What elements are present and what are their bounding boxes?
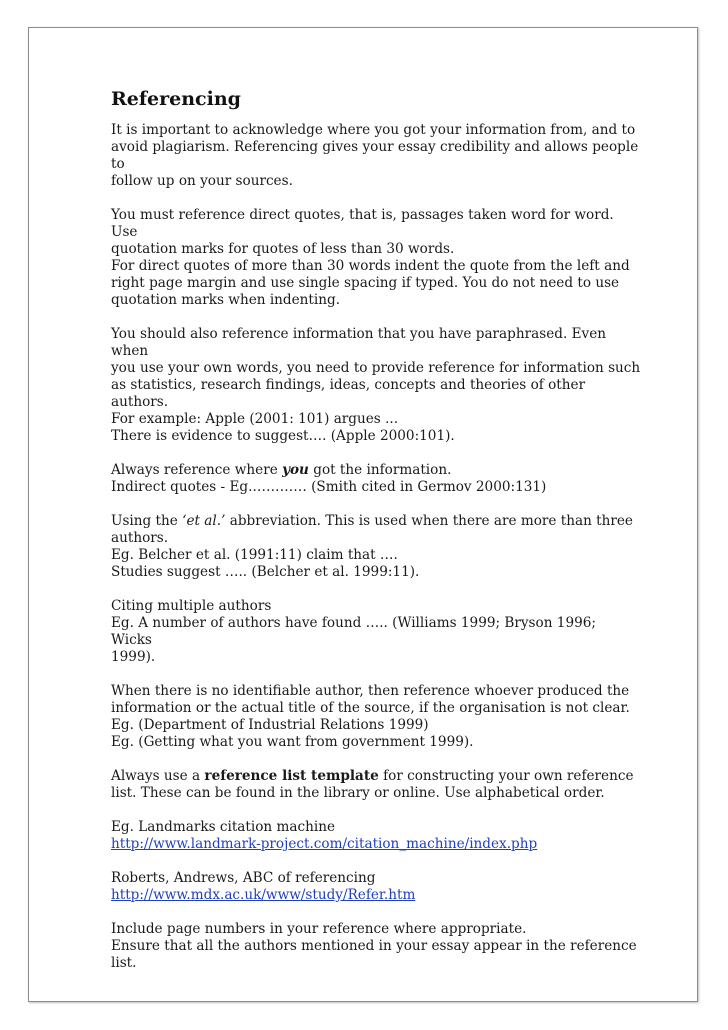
text-segment: Using the [111,513,183,529]
text-line: information or the actual title of the source, if the organisation is not clear. [111,700,630,716]
text-line: Eg. (Department of Industrial Relations 1999) [111,717,429,733]
text-line: 1999). [111,649,156,665]
paragraph-et-al [111,513,641,581]
paragraph-roberts [111,870,641,904]
emphasis-you: you [282,462,309,478]
text-line: list. [111,955,137,971]
text-line: There is evidence to suggest…. (Apple 2000:101). [111,428,455,444]
document-page [28,27,698,1002]
strong-reference-list-template: reference list template [204,768,379,784]
text-line: list. These can be found in the library or online. Use alphabetical order. [111,785,605,801]
landmark-citation-link[interactable]: http://www.landmark-project.com/citation_machine/index.php [111,836,538,852]
text-line: quotation marks when indenting. [111,292,341,308]
text-segment: Always use a [111,768,205,784]
text-line: you use your own words, you need to provide reference for information such [111,360,641,376]
text-line: Studies suggest ….. (Belcher et al. 1999:11). [111,564,420,580]
text-line: avoid plagiarism. Referencing gives your essay credibility and allows people to [111,139,639,172]
paragraph-paraphrased [111,326,641,445]
text-line [111,768,641,785]
text-line: For example: Apple (2001: 101) argues ... [111,411,399,427]
paragraph-multiple-authors [111,598,641,666]
text-line: Eg. Landmarks citation machine [111,819,335,835]
paragraph-reference-list [111,768,641,802]
paragraph-always-reference [111,462,641,496]
text-line [111,513,641,530]
text-line: Roberts, Andrews, ABC of referencing [111,870,376,886]
text-line: Eg. A number of authors have found ….. (Williams 1999; Bryson 1996; Wicks [111,615,596,648]
paragraph-landmarks [111,819,641,853]
text-segment: Always reference where [111,462,283,478]
paragraph-intro [111,122,641,190]
text-segment: for constructing your own reference [378,768,634,784]
emphasis-et-al: ‘et al.’ [182,513,226,529]
text-line: follow up on your sources. [111,173,293,189]
text-line: You must reference direct quotes, that is, passages taken word for word. Use [111,207,614,240]
text-line: When there is no identifiable author, then reference whoever produced the [111,683,630,699]
text-line: Eg. (Getting what you want from government 1999). [111,734,474,750]
text-line: You should also reference information that you have paraphrased. Even when [111,326,606,359]
text-line: quotation marks for quotes of less than 30 words. [111,241,455,257]
text-line: Include page numbers in your reference where appropriate. [111,921,527,937]
text-segment: abbreviation. This is used when there are more than three [225,513,633,529]
text-line: For direct quotes of more than 30 words indent the quote from the left and [111,258,630,274]
text-segment: got the information. [308,462,452,478]
mdx-referencing-link[interactable]: http://www.mdx.ac.uk/www/study/Refer.htm [111,887,416,903]
text-line [111,462,641,479]
text-line: Citing multiple authors [111,598,272,614]
paragraph-page-numbers [111,921,641,972]
text-line: as statistics, research findings, ideas, concepts and theories of other authors. [111,377,586,410]
text-line: Indirect quotes - Eg.………… (Smith cited in Germov 2000:131) [111,479,547,495]
text-line: It is important to acknowledge where you got your information from, and to [111,122,636,138]
text-line: Eg. Belcher et al. (1991:11) claim that …. [111,547,398,563]
text-line: Ensure that all the authors mentioned in your essay appear in the reference [111,938,637,954]
paragraph-no-author [111,683,641,751]
document-content [111,88,641,989]
paragraph-direct-quotes [111,207,641,309]
text-line: right page margin and use single spacing if typed. You do not need to use [111,275,620,291]
text-line: authors. [111,530,169,546]
page-title: Referencing [111,88,241,110]
